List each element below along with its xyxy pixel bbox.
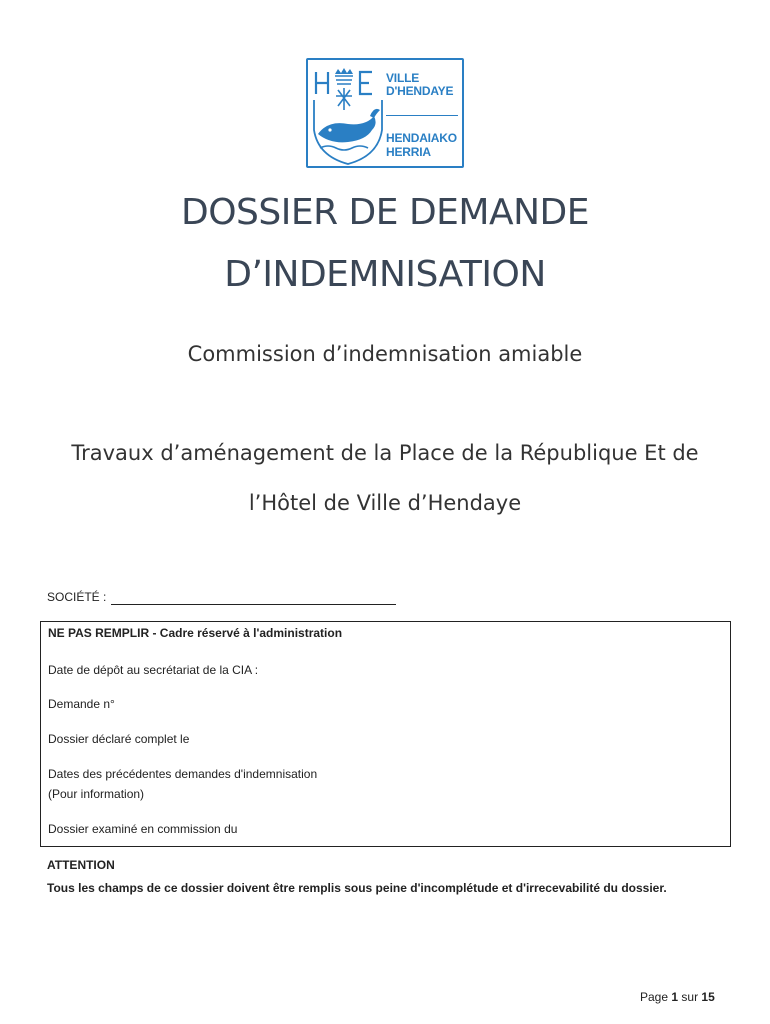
document-title-line1: DOSSIER DE DEMANDE [180, 192, 590, 233]
page-sur: sur [681, 990, 699, 1004]
admin-field-date-depot: Date de dépôt au secrétariat de la CIA : [48, 663, 259, 677]
admin-field-demande-num: Demande n° [48, 697, 115, 711]
admin-box-heading: NE PAS REMPLIR - Cadre réservé à l'administration [48, 626, 343, 640]
logo-emblem-icon [308, 60, 462, 166]
attention-heading: ATTENTION [47, 858, 115, 872]
admin-field-dossier-complet: Dossier déclaré complet le [48, 732, 190, 746]
admin-reserved-box [40, 621, 731, 847]
document-subtitle: Commission d’indemnisation amiable [187, 342, 583, 366]
logo-text-hendaiako: HENDAIAKO [386, 131, 457, 145]
page-label: Page [640, 990, 669, 1004]
attention-text: Tous les champs de ce dossier doivent être remplis sous peine d'incomplétude et d'irrecevabilité du dossier. [47, 881, 667, 895]
page-number [640, 990, 715, 1004]
societe-input-line[interactable] [111, 604, 396, 605]
admin-field-pour-information: (Pour information) [48, 787, 145, 801]
city-logo [306, 58, 464, 168]
logo-text-hendaye: D'HENDAYE [386, 84, 454, 98]
page-current: 1 [671, 990, 679, 1004]
project-title-line1: Travaux d’aménagement de la Place de la République Et de [71, 441, 699, 465]
document-title-line2: D’INDEMNISATION [224, 254, 546, 295]
logo-divider [386, 115, 458, 116]
logo-text-ville: VILLE [386, 71, 420, 85]
page-total: 15 [701, 990, 715, 1004]
project-title-line2: l’Hôtel de Ville d’Hendaye [248, 491, 522, 515]
admin-field-commission: Dossier examiné en commission du [48, 822, 238, 836]
admin-field-dates-precedentes: Dates des précédentes demandes d'indemnisation [48, 767, 318, 781]
societe-label: SOCIÉTÉ : [47, 590, 107, 604]
logo-text-herria: HERRIA [386, 145, 431, 159]
